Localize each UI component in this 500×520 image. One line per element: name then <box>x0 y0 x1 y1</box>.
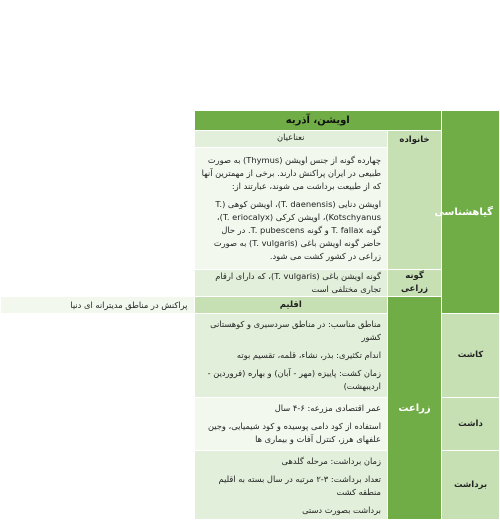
row-family <box>1 131 500 148</box>
value-harvest <box>194 451 388 520</box>
row-cultivar <box>1 270 500 297</box>
label-climate: اقلیم <box>194 297 388 314</box>
label-harvest: برداشت <box>442 451 500 520</box>
info-table <box>0 110 500 520</box>
category-cultivation: زراعت <box>388 297 442 520</box>
value-climate: پراکنش در مناطق مدیترانه ای دنیا <box>1 297 195 314</box>
harvest-method: برداشت بصورت دستی <box>302 505 381 515</box>
maintenance-lifespan: عمر اقتصادی مزرعه: ۶-۴ سال <box>274 403 381 413</box>
value-planting <box>194 314 388 398</box>
species-intro: چهارده گونه از جنس اویشن (Thymus) به صورت طبیعی در ایران پراکنش دارند. برخی از مهمترین آنها که از طبیعت برداشت می شوند، عبارتند از: <box>201 155 381 191</box>
maintenance-care: استفاده از کود دامی پوسیده و کود شیمیایی، وجین علفهای هرز، کنترل آفات و بیماری ها <box>207 421 381 444</box>
planting-time: زمان کشت: پاییزه (مهر - آبان) و بهاره (فروردین - اردیبهشت) <box>207 368 381 391</box>
value-family: نعناعیان <box>194 131 388 148</box>
title-row <box>1 111 500 131</box>
harvest-count: تعداد برداشت: ۳-۲ مرتبه در سال بسته به اقلیم منطقه کشت <box>218 474 381 497</box>
category-botany: گیاهشناسی <box>442 111 500 314</box>
label-cultivar: گونه زراعی <box>388 270 442 297</box>
label-maintenance: داشت <box>442 398 500 451</box>
species-list: اویشن دنایی (T. daenensis)، اویشن کوهی (T. Kotschyanus)، اویشن کرکی (T. eriocalyx)، گونه T. fallax و گونه T. pubescens. در حال حاضر گونه اویشن باغی (T. vulgaris) به صورت زراعی در کشور کشت می شود. <box>213 199 381 261</box>
value-species <box>194 148 388 270</box>
row-climate <box>1 297 500 314</box>
planting-regions: مناطق مناسب: در مناطق سردسیری و کوهستانی کشور <box>210 319 381 342</box>
label-family: خانواده <box>388 131 442 270</box>
value-maintenance <box>194 398 388 451</box>
table-title: اویشن، آذربه <box>194 111 442 131</box>
info-table-container <box>0 110 500 515</box>
harvest-time: زمان برداشت: مرحله گلدهی <box>281 456 381 466</box>
label-planting: کاشت <box>442 314 500 398</box>
planting-propagation: اندام تکثیری: بذر، نشاء، قلمه، تقسیم بوته <box>236 350 381 360</box>
value-cultivar: گونه اویشن باغی (T. vulgaris)، که دارای ارقام تجاری مختلفی است <box>194 270 388 297</box>
